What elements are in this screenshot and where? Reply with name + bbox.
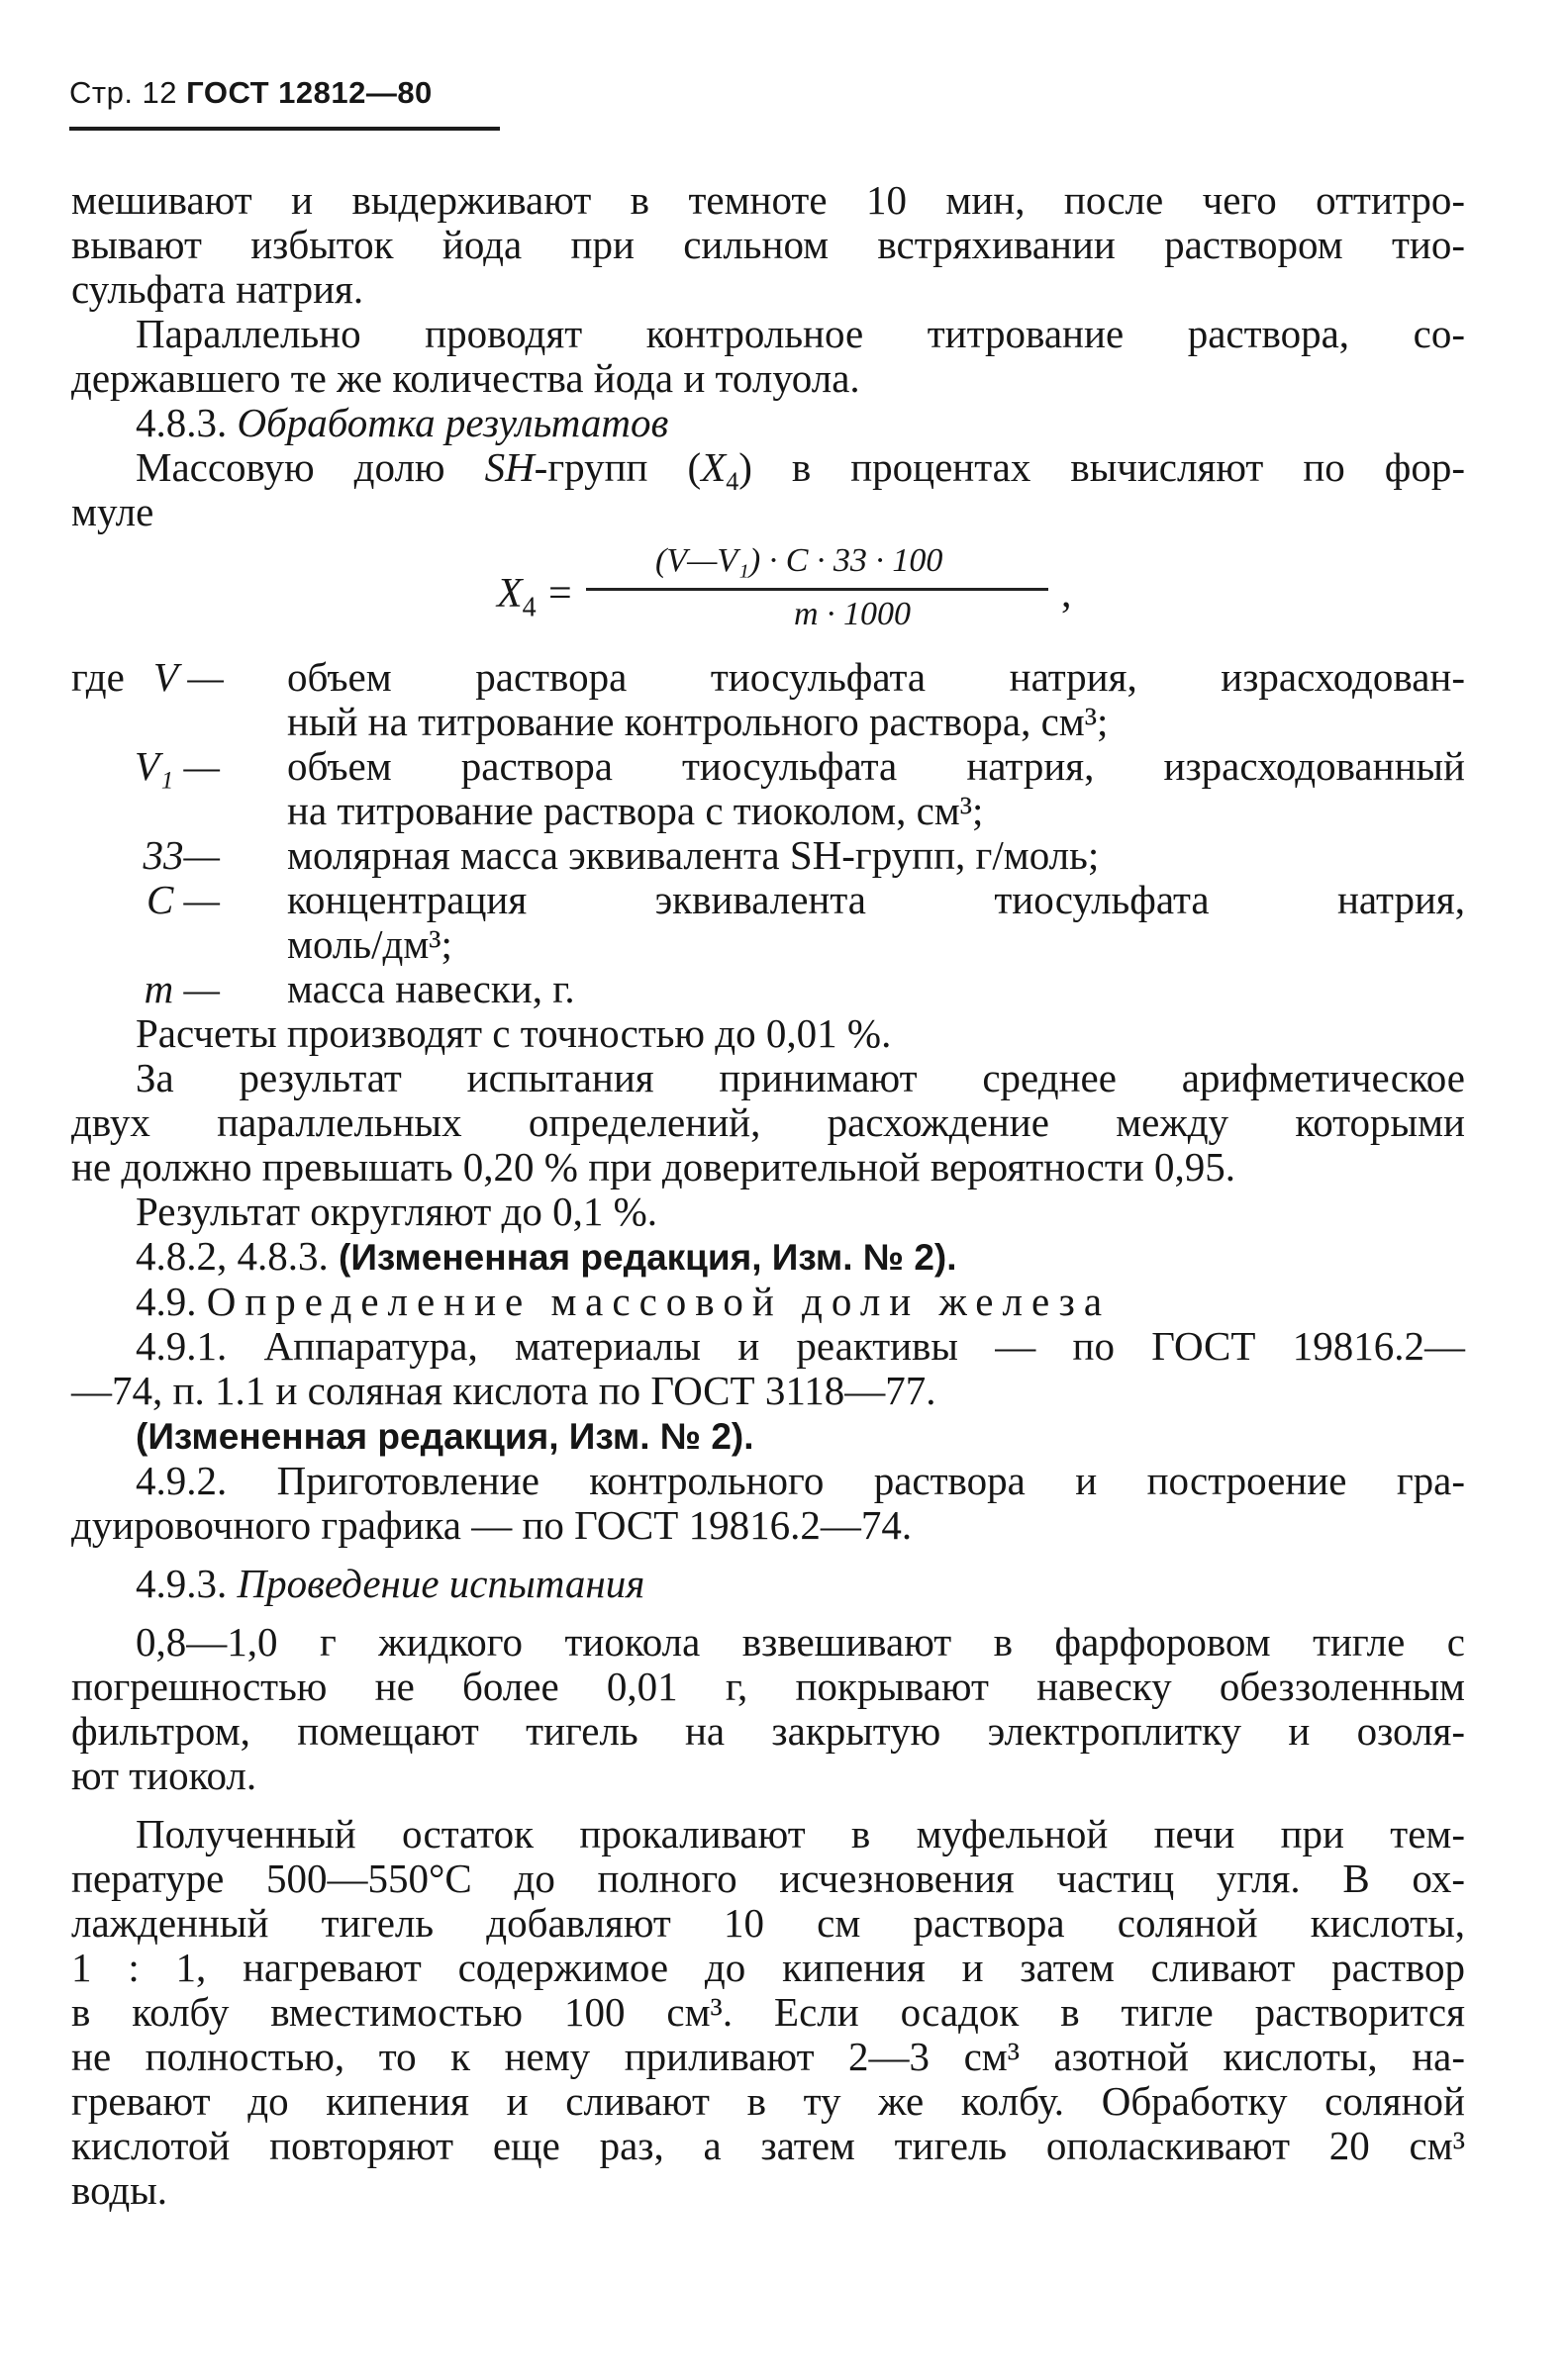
paragraph-titration-continued	[71, 178, 1465, 312]
text-line: погрешностью не более 0,01 г, покрывают навеску обеззоленным	[71, 1664, 1465, 1709]
text-line: 1 : 1, нагревают содержимое до кипения и затем сливают раствор	[71, 1945, 1465, 1990]
paragraph-rounding: Результат округляют до 0,1 %.	[136, 1189, 658, 1234]
text-line: на титрование раствора с тиоколом, см³;	[287, 788, 984, 833]
page-header	[69, 75, 433, 111]
variable-definitions	[71, 655, 1465, 1011]
text-fragment: ) в процентах вычисляют по фор-	[738, 444, 1465, 490]
paragraph-precision: Расчеты производят с точностью до 0,01 %.	[136, 1010, 892, 1056]
text-line: молярная масса эквивалента SH-групп, г/моль;	[287, 832, 1100, 878]
amendment-label: (Измененная редакция, Изм. № 2).	[136, 1416, 754, 1457]
text-line: объем раствора тиосульфата натрия, израсходованный	[287, 743, 1465, 789]
formula-comma: ,	[1061, 571, 1072, 617]
text-line: не должно превышать 0,20 % при доверительной вероятности 0,95.	[71, 1144, 1235, 1190]
spacer	[71, 1606, 1465, 1620]
text-line: пературе 500—550°C до полного исчезновения частиц угля. В ох-	[71, 1856, 1465, 1901]
x-subscript: 4	[726, 467, 739, 497]
text-fragment: Массовую долю	[136, 444, 485, 490]
definition-prefix: где	[71, 654, 125, 700]
formula-numerator: (V—V₁) · C · 33 · 100	[655, 542, 943, 579]
formula-equals: =	[548, 571, 572, 617]
text-line: Параллельно проводят контрольное титрование раствора, со-	[136, 311, 1465, 356]
text-line: лажденный тигель добавляют 10 см раствора соляной кислоты,	[71, 1900, 1465, 1946]
section-title: Проведение испытания	[237, 1561, 645, 1606]
text-line: 4.9.1. Аппаратура, материалы и реактивы — по ГОСТ 19816.2—	[136, 1323, 1465, 1369]
sh-symbol: SH	[484, 444, 535, 490]
text-line: 0,8—1,0 г жидкого тиокола взвешивают в фарфоровом тигле с	[136, 1619, 1465, 1665]
text-fragment: -групп (	[534, 444, 702, 490]
section-title: Обработка результатов	[237, 400, 669, 445]
definition-symbol: V —	[152, 654, 224, 700]
text-line: —74, п. 1.1 и соляная кислота по ГОСТ 3118—77.	[71, 1368, 936, 1413]
definition-key	[71, 744, 287, 833]
paragraph-result	[71, 1056, 1465, 1190]
paragraph-4-9-1	[71, 1324, 1465, 1413]
text-line: кислотой повторяют еще раз, а затем тигель ополаскивают 20 см³	[71, 2123, 1465, 2168]
section-4-9-3-heading	[71, 1562, 1465, 1606]
text-line: сульфата натрия.	[71, 266, 364, 312]
section-title: Определение массовой доли железа	[206, 1279, 1112, 1324]
spacer	[71, 1548, 1465, 1562]
text-line: За результат испытания принимают среднее арифметическое	[136, 1055, 1465, 1100]
formula-lhs-subscript: 4	[522, 592, 537, 623]
text-line: вывают избыток йода при сильном встряхивании раствором тио-	[71, 222, 1465, 267]
text-line: объем раствора тиосульфата натрия, израсходован-	[287, 654, 1465, 700]
text-line: не полностью, то к нему приливают 2—3 см³ азотной кислоты, на-	[71, 2034, 1465, 2079]
definition-key	[71, 655, 287, 744]
text-line	[71, 444, 1465, 497]
text-line: концентрация эквивалента тиосульфата натрия,	[287, 877, 1465, 922]
text-line: мешивают и выдерживают в темноте 10 мин, после чего оттитро-	[71, 177, 1465, 223]
amendment-note-2	[71, 1413, 1465, 1459]
formula-x4	[71, 542, 1465, 649]
paragraph-ignition	[71, 1812, 1465, 2213]
text-line: фильтром, помещают тигель на закрытую электроплитку и озоля-	[71, 1708, 1465, 1754]
formula-denominator: m · 1000	[794, 596, 912, 632]
definition-key	[71, 967, 287, 1011]
definition-row	[71, 833, 1465, 878]
definition-text	[287, 744, 1465, 833]
definition-symbol: C —	[146, 877, 220, 922]
text-line: муле	[71, 489, 154, 534]
definition-symbol: 33—	[143, 832, 220, 878]
body-text	[71, 178, 1465, 2213]
x-symbol: X	[701, 444, 727, 490]
fraction-bar	[586, 588, 1048, 591]
section-4-8-3-heading	[71, 401, 1465, 445]
text-line: гревают до кипения и сливают в ту же колбу. Обработку соляной	[71, 2078, 1465, 2124]
section-number: 4.9.	[136, 1279, 197, 1324]
paragraph-mass-fraction	[71, 445, 1465, 534]
formula-lhs-symbol: X	[497, 571, 523, 617]
spacer	[71, 1798, 1465, 1812]
text-line: державшего те же количества йода и толуола.	[71, 355, 860, 401]
definition-symbol: m —	[144, 966, 220, 1011]
text-line: масса навески, г.	[287, 966, 575, 1011]
definition-row	[71, 878, 1465, 967]
section-4-9-heading	[71, 1280, 1465, 1324]
standard-code: ГОСТ 12812—80	[186, 75, 433, 110]
paragraph-4-9-2	[71, 1459, 1465, 1548]
text-line: 4.9.2. Приготовление контрольного раствора и построение гра-	[136, 1458, 1465, 1503]
amendment-note-1	[71, 1234, 1465, 1280]
definition-row	[71, 967, 1465, 1011]
text-line: двух параллельных определений, расхождение между которыми	[71, 1099, 1465, 1145]
definition-key	[71, 833, 287, 878]
section-number: 4.8.3.	[136, 400, 228, 445]
definition-text	[287, 833, 1465, 878]
paragraph-weighing	[71, 1620, 1465, 1798]
amendment-sections: 4.8.2, 4.8.3.	[136, 1233, 339, 1279]
header-rule	[69, 127, 500, 131]
definition-key	[71, 878, 287, 967]
text-line: ный на титрование контрольного раствора, см³;	[287, 699, 1109, 744]
text-line: дуировочного графика — по ГОСТ 19816.2—74.	[71, 1502, 913, 1548]
definition-text	[287, 655, 1465, 744]
formula-lhs	[497, 570, 537, 623]
definition-text	[287, 878, 1465, 967]
amendment-label: (Измененная редакция, Изм. № 2).	[339, 1237, 957, 1278]
definition-text	[287, 967, 1465, 1011]
text-line: моль/дм³;	[287, 921, 452, 967]
definition-row	[71, 655, 1465, 744]
text-line: ют тиокол.	[71, 1753, 257, 1798]
definition-symbol: V₁ —	[134, 743, 220, 789]
text-line: воды.	[71, 2167, 168, 2213]
paragraph-control-titration	[71, 312, 1465, 401]
section-number: 4.9.3.	[136, 1561, 228, 1606]
definition-row	[71, 744, 1465, 833]
text-line: в колбу вместимостью 100 см³. Если осадок в тигле растворится	[71, 1989, 1465, 2035]
page-number: Стр. 12	[69, 75, 178, 110]
text-line: Полученный остаток прокаливают в муфельной печи при тем-	[136, 1811, 1465, 1856]
